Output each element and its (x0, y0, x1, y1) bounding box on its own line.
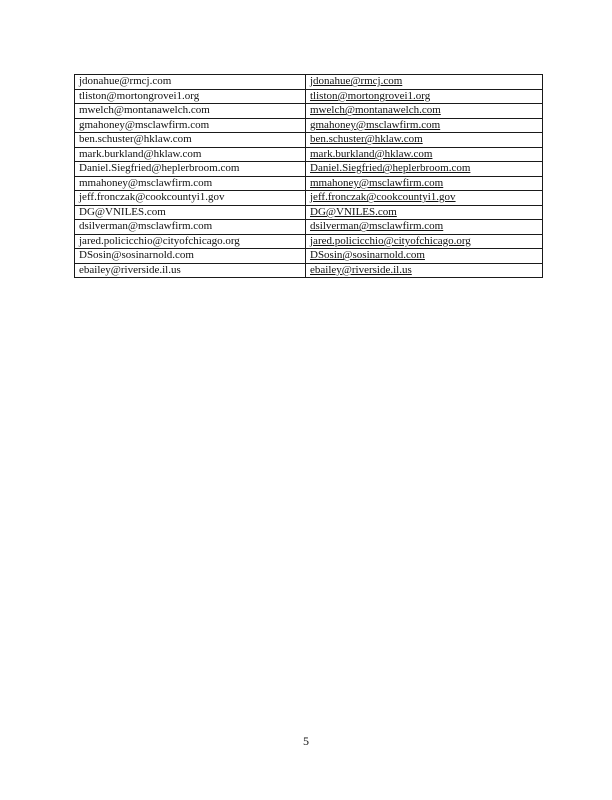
table-row (75, 162, 543, 177)
email-link-cell (306, 104, 543, 119)
email-link-cell (306, 234, 543, 249)
email-link[interactable]: tliston@mortongrovei1.org (310, 89, 431, 102)
email-link-cell (306, 162, 543, 177)
email-link[interactable]: ben.schuster@hklaw.com (310, 133, 423, 146)
email-link-cell (306, 191, 543, 206)
email-link-cell (306, 176, 543, 191)
email-link-cell (306, 75, 543, 90)
email-address-table (74, 74, 543, 278)
email-cell: mwelch@montanawelch.com (75, 104, 306, 119)
email-cell: Daniel.Siegfried@heplerbroom.com (75, 162, 306, 177)
email-link-cell (306, 249, 543, 264)
table-row (75, 89, 543, 104)
email-cell: jeff.fronczak@cookcountyi1.gov (75, 191, 306, 206)
email-cell: ben.schuster@hklaw.com (75, 133, 306, 148)
table-row (75, 249, 543, 264)
email-cell: DSosin@sosinarnold.com (75, 249, 306, 264)
email-cell: mmahoney@msclawfirm.com (75, 176, 306, 191)
email-cell: DG@VNILES.com (75, 205, 306, 220)
table-row (75, 75, 543, 90)
email-cell: jdonahue@rmcj.com (75, 75, 306, 90)
email-link[interactable]: gmahoney@msclawfirm.com (310, 118, 441, 131)
table-row (75, 191, 543, 206)
email-link[interactable]: mwelch@montanawelch.com (310, 104, 441, 117)
table-row (75, 176, 543, 191)
email-link[interactable]: DSosin@sosinarnold.com (310, 249, 425, 262)
email-link[interactable]: Daniel.Siegfried@heplerbroom.com (310, 162, 471, 175)
table-row (75, 133, 543, 148)
email-cell: ebailey@riverside.il.us (75, 263, 306, 278)
table-row (75, 104, 543, 119)
email-link[interactable]: mmahoney@msclawfirm.com (310, 176, 444, 189)
email-link[interactable]: dsilverman@msclawfirm.com (310, 220, 444, 233)
email-cell: jared.policicchio@cityofchicago.org (75, 234, 306, 249)
email-cell: gmahoney@msclawfirm.com (75, 118, 306, 133)
table-row (75, 234, 543, 249)
email-cell: dsilverman@msclawfirm.com (75, 220, 306, 235)
email-link-cell (306, 205, 543, 220)
table-row (75, 220, 543, 235)
table-row (75, 205, 543, 220)
email-link[interactable]: ebailey@riverside.il.us (310, 263, 412, 276)
email-link-cell (306, 220, 543, 235)
table-row (75, 263, 543, 278)
page-number: 5 (303, 734, 309, 748)
email-cell: tliston@mortongrovei1.org (75, 89, 306, 104)
email-link[interactable]: jeff.fronczak@cookcountyi1.gov (310, 191, 456, 204)
table-row (75, 147, 543, 162)
email-link[interactable]: jared.policicchio@cityofchicago.org (310, 234, 471, 247)
table-row (75, 118, 543, 133)
email-link-cell (306, 263, 543, 278)
email-link-cell (306, 118, 543, 133)
email-link[interactable]: DG@VNILES.com (310, 205, 397, 218)
email-link-cell (306, 147, 543, 162)
email-link-cell (306, 89, 543, 104)
email-link[interactable]: mark.burkland@hklaw.com (310, 147, 433, 160)
email-link-cell (306, 133, 543, 148)
email-cell: mark.burkland@hklaw.com (75, 147, 306, 162)
email-link[interactable]: jdonahue@rmcj.com (310, 75, 403, 88)
